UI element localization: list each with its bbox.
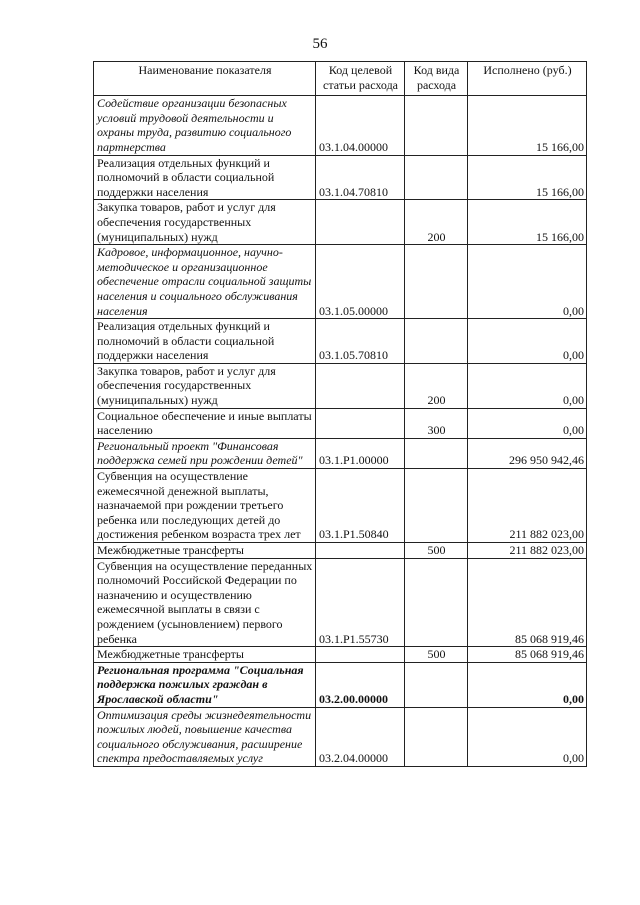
row-indicator-name: Содействие организации безопасных условий трудовой деятельности и охраны труда, развитию социального партнерства [94,96,316,155]
table-row [94,647,587,663]
row-executed-amount: 85 068 919,46 [468,647,587,663]
row-indicator-name: Субвенция на осуществление переданных полномочий Российской Федерации по назначению и осуществлению ежемесячной выплаты в связи с рождением (усыновлением) первого ребенка [94,558,316,647]
row-target-article-code: 03.2.00.00000 [316,662,405,707]
row-indicator-name: Закупка товаров, работ и услуг для обеспечения государственных (муниципальных) нужд [94,363,316,408]
table-row [94,558,587,647]
row-expense-type-code: 500 [405,647,468,663]
row-expense-type-code: 500 [405,543,468,559]
row-executed-amount: 15 166,00 [468,200,587,245]
row-indicator-name: Межбюджетные трансферты [94,543,316,559]
row-indicator-name: Закупка товаров, работ и услуг для обеспечения государственных (муниципальных) нужд [94,200,316,245]
row-expense-type-code [405,96,468,155]
row-indicator-name: Региональная программа "Социальная поддержка пожилых граждан в Ярославской области" [94,662,316,707]
row-executed-amount: 15 166,00 [468,96,587,155]
row-target-article-code [316,363,405,408]
table-row [94,438,587,468]
row-executed-amount: 0,00 [468,707,587,766]
row-indicator-name: Кадровое, информационное, научно-методическое и организационное обеспечение отрасли социальной защиты населения и социального обслуживания населения [94,245,316,319]
table-row [94,543,587,559]
table-row [94,245,587,319]
row-indicator-name: Реализация отдельных функций и полномочий в области социальной поддержки населения [94,155,316,200]
row-expense-type-code [405,662,468,707]
row-expense-type-code [405,438,468,468]
table-header-row [94,62,587,96]
table-row [94,200,587,245]
row-target-article-code: 03.2.04.00000 [316,707,405,766]
row-target-article-code: 03.1.P1.00000 [316,438,405,468]
row-executed-amount: 296 950 942,46 [468,438,587,468]
row-expense-type-code: 200 [405,200,468,245]
budget-execution-table [93,61,587,767]
header-indicator-name: Наименование показателя [94,62,316,96]
row-indicator-name: Субвенция на осуществление ежемесячной денежной выплаты, назначаемой при рождении третьего ребенка или последующих детей до достижения ребенком возраста трех лет [94,469,316,543]
row-target-article-code: 03.1.P1.55730 [316,558,405,647]
row-target-article-code [316,200,405,245]
row-target-article-code: 03.1.05.00000 [316,245,405,319]
row-indicator-name: Реализация отдельных функций и полномочий в области социальной поддержки населения [94,319,316,364]
row-target-article-code [316,408,405,438]
row-expense-type-code [405,707,468,766]
table-row [94,408,587,438]
row-expense-type-code [405,558,468,647]
row-indicator-name: Социальное обеспечение и иные выплаты населению [94,408,316,438]
row-expense-type-code: 200 [405,363,468,408]
row-executed-amount: 0,00 [468,408,587,438]
row-expense-type-code: 300 [405,408,468,438]
row-expense-type-code [405,155,468,200]
table-row [94,319,587,364]
row-target-article-code [316,543,405,559]
row-indicator-name: Региональный проект "Финансовая поддержка семей при рождении детей" [94,438,316,468]
row-executed-amount: 0,00 [468,363,587,408]
row-indicator-name: Оптимизация среды жизнедеятельности пожилых людей, повышение качества социального обслуживания, расширение спектра предоставляемых услуг [94,707,316,766]
page-number: 56 [312,36,328,52]
row-expense-type-code [405,469,468,543]
row-executed-amount: 0,00 [468,245,587,319]
table-row [94,469,587,543]
row-indicator-name: Межбюджетные трансферты [94,647,316,663]
row-executed-amount: 211 882 023,00 [468,469,587,543]
row-target-article-code: 03.1.04.00000 [316,96,405,155]
row-target-article-code: 03.1.04.70810 [316,155,405,200]
header-expense-type-code: Код вида расхода [405,62,468,96]
row-target-article-code: 03.1.P1.50840 [316,469,405,543]
table-row [94,662,587,707]
header-executed-amount: Исполнено (руб.) [468,62,587,96]
row-executed-amount: 15 166,00 [468,155,587,200]
row-executed-amount: 85 068 919,46 [468,558,587,647]
table-row [94,155,587,200]
header-target-article-code: Код целевой статьи расхода [316,62,405,96]
row-executed-amount: 211 882 023,00 [468,543,587,559]
row-target-article-code [316,647,405,663]
row-executed-amount: 0,00 [468,319,587,364]
row-executed-amount: 0,00 [468,662,587,707]
table-row [94,96,587,155]
row-expense-type-code [405,319,468,364]
table-row [94,707,587,766]
row-target-article-code: 03.1.05.70810 [316,319,405,364]
table-body [94,96,587,767]
row-expense-type-code [405,245,468,319]
table-row [94,363,587,408]
